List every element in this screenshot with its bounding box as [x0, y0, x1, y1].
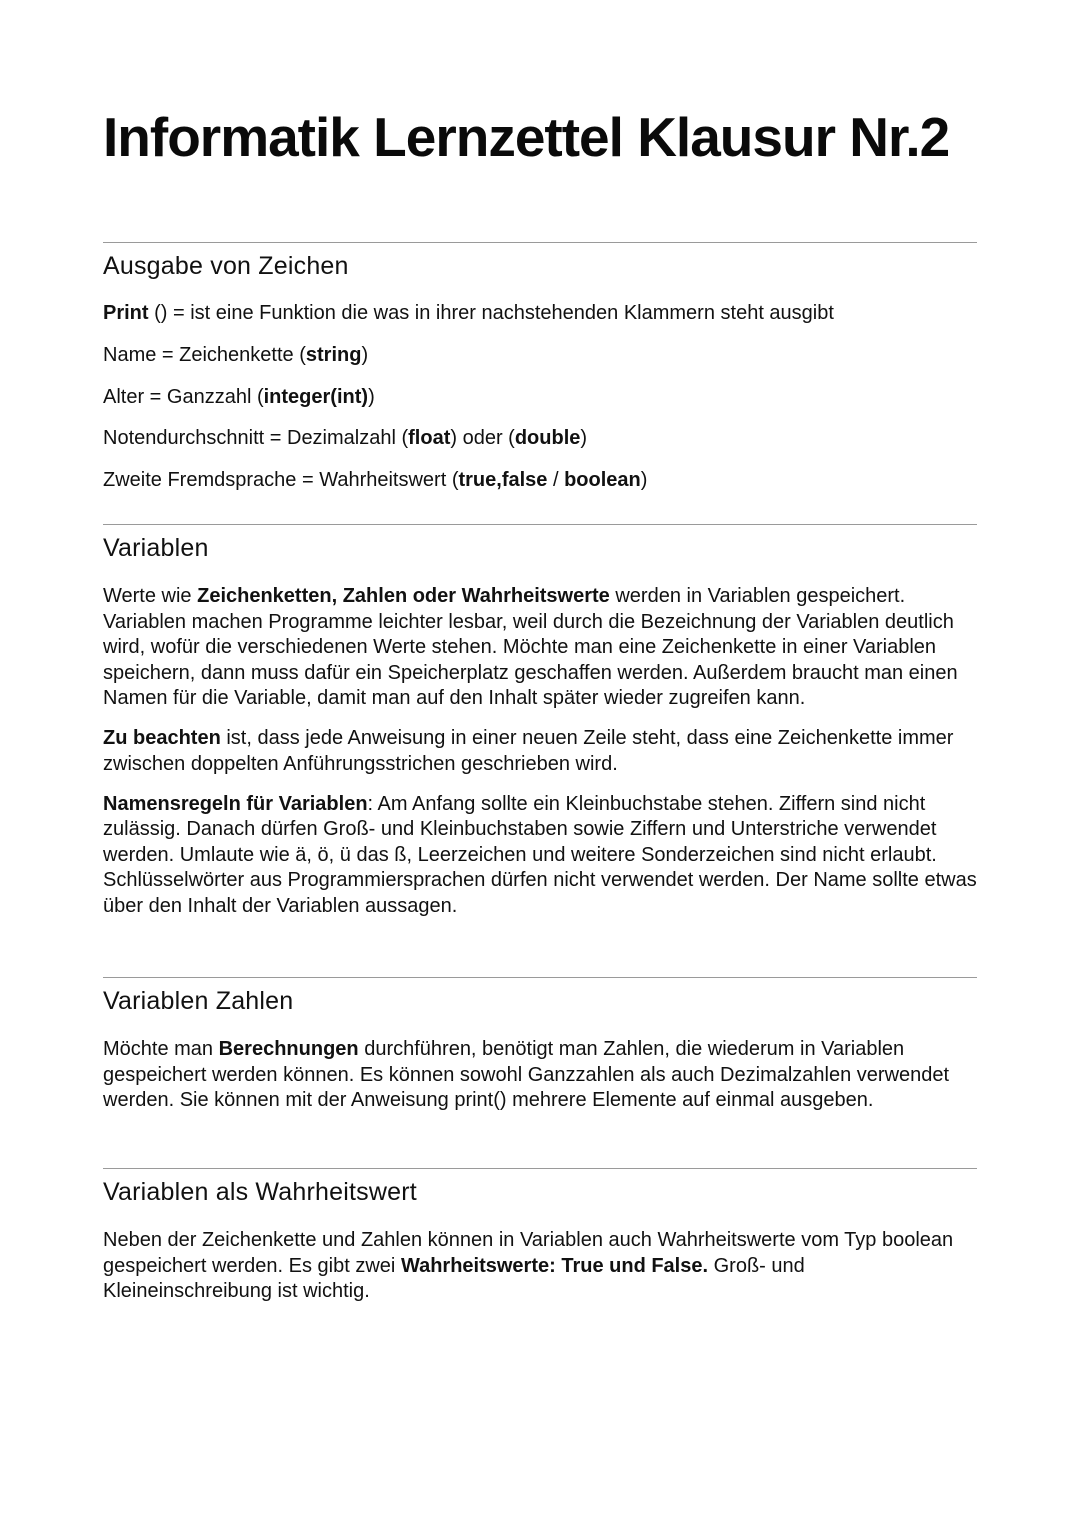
line-text: )	[580, 427, 588, 450]
line-text: () = ist eine Funktion die was in ihrer nachstehenden Klammern steht ausgibt	[148, 302, 834, 324]
line-text: )	[361, 343, 369, 366]
bold-term: float	[408, 427, 451, 450]
section-heading: Variablen als Wahrheitswert	[103, 1178, 417, 1206]
paragraph-text: Groß- und Kleineinschreibung ist wichtig.	[103, 1254, 805, 1302]
section-variablen	[103, 524, 977, 934]
paragraph-text: Neben der Zeichenkette und Zahlen können in Variablen auch Wahrheitswerte vom Typ boolean gespeichert werden. Es gibt zwei	[103, 1229, 954, 1277]
section-variablen-zahlen	[103, 977, 977, 1114]
bold-term: boolean	[564, 469, 641, 492]
bold-term: Print	[103, 302, 149, 324]
bold-term: Zeichenketten, Zahlen oder Wahrheitswerte	[197, 585, 610, 607]
paragraph-text: Werte wie	[103, 585, 198, 607]
definition-line-name	[103, 342, 977, 368]
paragraph-text: : Am Anfang sollte ein Kleinbuchstabe stehen. Ziffern sind nicht zulässig. Danach dürfen Groß- und Kleinbuchstaben sowie Ziffern und Unterstriche verwendet werden. Umlaute wie ä, ö, ü das ß, Leerzeichen und weitere Sonderzeichen sind nicht erlaubt. Schlüsselwörter aus Programmiersprachen dürfen nicht verwendet werden. Der Name sollte etwas über den Inhalt der Variablen aussagen.	[103, 792, 977, 917]
bold-term: double	[514, 427, 581, 450]
section-ausgabe-von-zeichen	[103, 242, 977, 509]
bold-term: Wahrheitswerte: True und False.	[400, 1254, 709, 1277]
line-text: Zweite Fremdsprache = Wahrheitswert (	[103, 469, 459, 492]
bold-term: Zu beachten	[103, 727, 221, 749]
definition-line-notendurchschnitt	[103, 425, 977, 451]
page-title: Informatik Lernzettel Klausur Nr.2	[103, 106, 950, 168]
paragraph-namensregeln	[103, 792, 977, 920]
line-text: )	[640, 469, 648, 492]
section-heading: Variablen Zahlen	[103, 987, 294, 1015]
paragraph-wahrheitswerte	[103, 1228, 977, 1305]
paragraph-berechnungen	[103, 1037, 977, 1114]
bold-term: true,false	[458, 469, 548, 492]
paragraph-text: Möchte man	[103, 1038, 219, 1060]
line-text: /	[547, 469, 565, 492]
bold-term: string	[305, 343, 362, 366]
line-text: Alter = Ganzzahl (	[103, 385, 264, 408]
bold-term: integer(int)	[263, 385, 369, 408]
paragraph-text: durchführen, benötigt man Zahlen, die wiederum in Variablen gespeichert werden können. Es können sowohl Ganzzahlen als auch Dezimalzahlen verwendet werden. Sie können mit der Anweisung print() mehrere Elemente auf einmal ausgeben.	[103, 1038, 950, 1111]
section-variablen-als-wahrheitswert	[103, 1168, 977, 1305]
paragraph-zu-beachten	[103, 726, 977, 777]
line-text: )	[368, 385, 375, 408]
line-text: ) oder (	[450, 427, 515, 450]
line-text: Notendurchschnitt = Dezimalzahl (	[103, 427, 409, 450]
paragraph-text: ist, dass jede Anweisung in einer neuen Zeile steht, dass eine Zeichenkette immer zwischen doppelten Anführungsstrichen geschrieben wird.	[103, 727, 954, 775]
line-text: Name = Zeichenkette (	[103, 343, 306, 366]
paragraph-variablen-intro	[103, 584, 977, 712]
definition-line-print	[103, 300, 977, 326]
definition-line-alter	[103, 384, 977, 410]
bold-term: Namensregeln für Variablen	[103, 792, 368, 815]
section-heading: Variablen	[103, 534, 209, 562]
bold-term: Berechnungen	[218, 1038, 359, 1060]
paragraph-text: werden in Variablen gespeichert. Variablen machen Programme leichter lesbar, weil durch die Bezeichnung der Variablen deutlich wird, wofür die verschiedenen Werte stehen. Möchte man eine Zeichenkette in einer Variablen speichern, dann muss dafür ein Speicherplatz geschaffen werden. Außerdem braucht man einen Namen für die Variable, damit man auf den Inhalt später wieder zugreifen kann.	[103, 585, 958, 709]
definition-line-fremdsprache	[103, 467, 977, 493]
section-heading: Ausgabe von Zeichen	[103, 252, 349, 280]
